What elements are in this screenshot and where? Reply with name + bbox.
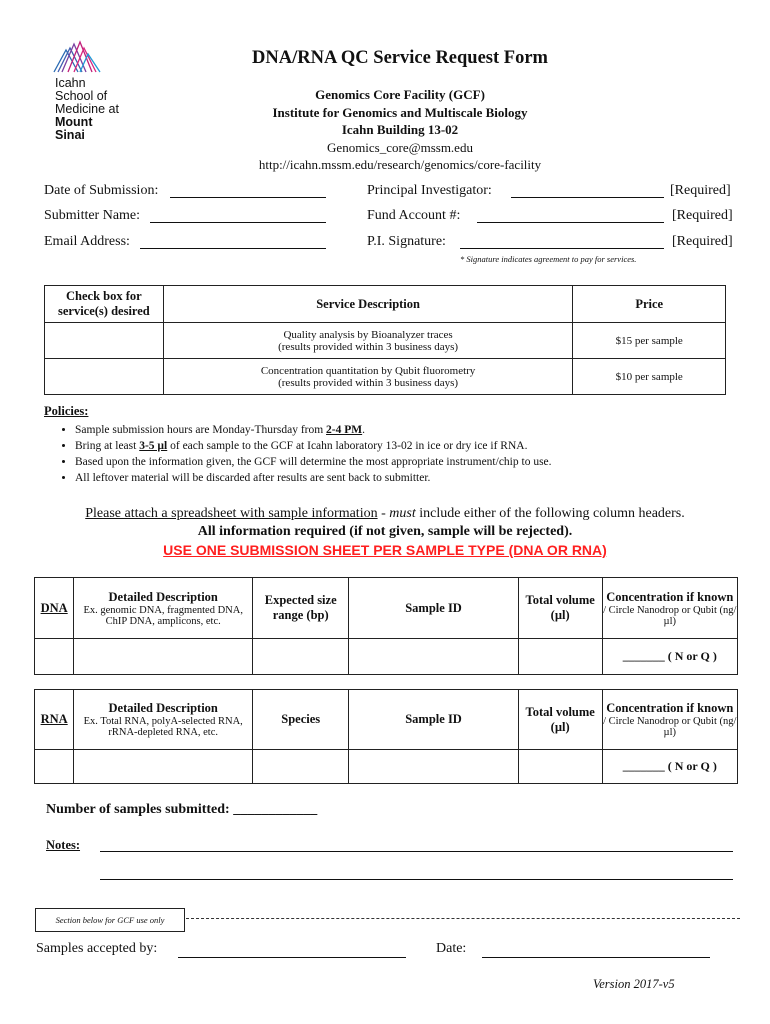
policy-text: Bring at least (75, 440, 140, 452)
dna-cell[interactable] (35, 639, 74, 675)
fund-account-field[interactable] (477, 222, 664, 223)
policy-text: Sample submission hours are Monday-Thursday from (75, 424, 327, 436)
required-tag: [Required] (670, 183, 731, 198)
table-row (45, 323, 726, 359)
samples-accepted-by-label: Samples accepted by: (36, 941, 158, 956)
rna-cell[interactable] (35, 750, 74, 784)
one-sheet-warning: USE ONE SUBMISSION SHEET PER SAMPLE TYPE (DNA OR RNA) (163, 542, 607, 558)
logo-line: School of (55, 89, 108, 103)
required-notice: All information required (if not given, sample will be rejected). (197, 524, 573, 539)
table-row (45, 359, 726, 395)
list-item: • All leftover material will be discarded after results are sent back to submitter. (75, 470, 735, 486)
sample-id-header: Sample ID (349, 690, 519, 750)
service-description-header: Service Description (163, 286, 573, 323)
detailed-description-header (74, 578, 253, 639)
principal-investigator-field[interactable] (511, 197, 664, 198)
institute-name: Institute for Genomics and Multiscale Biology (272, 104, 528, 120)
concentration-note: / Circle Nanodrop or Qubit (ng/µl) (603, 604, 737, 627)
rna-cell[interactable] (518, 750, 602, 784)
facility-header (0, 86, 770, 174)
fund-account-label: Fund Account #: (367, 208, 461, 223)
rna-table (34, 689, 738, 784)
service-table-header (45, 286, 726, 323)
pi-signature-field[interactable] (460, 248, 664, 249)
rna-cell[interactable] (74, 750, 253, 784)
rna-type-label: RNA (35, 690, 74, 750)
notes-line[interactable] (100, 851, 733, 852)
n-or-q-field[interactable]: _______ ( N or Q ) (602, 750, 737, 784)
email-address-field[interactable] (140, 248, 326, 249)
submitter-name-label: Submitter Name: (44, 208, 141, 223)
attach-underlined: Please attach a spreadsheet with sample information (85, 506, 378, 521)
concentration-note: / Circle Nanodrop or Qubit (ng/µl) (603, 716, 737, 738)
service-table (44, 285, 726, 395)
check-box-header: Check box for service(s) desired (45, 286, 164, 323)
service-price: $15 per sample (573, 323, 726, 359)
rna-cell[interactable] (253, 750, 349, 784)
policies-list (44, 422, 735, 486)
list-item (75, 438, 735, 454)
date-of-submission-label: Date of Submission: (44, 183, 159, 198)
submitter-name-field[interactable] (150, 222, 326, 223)
concentration-header (602, 690, 737, 750)
detailed-description-example: Ex. genomic DNA, fragmented DNA, ChIP DNA, amplicons, etc. (83, 604, 243, 627)
facility-email: Genomics_core@mssm.edu (327, 139, 473, 155)
service-checkbox[interactable] (45, 323, 164, 359)
price-header: Price (573, 286, 726, 323)
service-description-line: (results provided within 3 business days) (278, 340, 459, 353)
email-address-label: Email Address: (44, 234, 130, 249)
gcf-divider (186, 918, 740, 919)
service-description (163, 359, 573, 395)
table-row (35, 639, 738, 675)
required-tag: [Required] (672, 234, 733, 249)
attach-post: include either of the following column headers. (415, 506, 685, 521)
signature-note: * Signature indicates agreement to pay for services. (460, 254, 637, 264)
concentration-header (602, 578, 737, 639)
list-item: • Based upon the information given, the GCF will determine the most appropriate instrument/chip to use. (75, 454, 735, 470)
dna-cell[interactable] (518, 639, 602, 675)
principal-investigator-label: Principal Investigator: (367, 183, 492, 198)
detailed-description-title: Detailed Description (108, 589, 218, 604)
notes-label: Notes: (46, 838, 81, 852)
dna-table (34, 577, 738, 675)
dna-type-label: DNA (35, 578, 74, 639)
service-description-line: Quality analysis by Bioanalyzer traces (283, 328, 453, 341)
version-label: Version 2017-v5 (593, 977, 675, 991)
detailed-description-title: Detailed Description (108, 701, 218, 715)
species-header: Species (253, 690, 349, 750)
rna-header-row (35, 690, 738, 750)
samples-accepted-by-field[interactable] (178, 957, 406, 958)
gcf-date-field[interactable] (482, 957, 710, 958)
list-item (75, 422, 735, 438)
number-of-samples-field[interactable]: Number of samples submitted: ____________ (46, 802, 318, 817)
service-checkbox[interactable] (45, 359, 164, 395)
required-tag: [Required] (672, 208, 733, 223)
facility-url: http://icahn.mssm.edu/research/genomics/core-facility (258, 157, 542, 172)
policies-title: Policies: (44, 404, 89, 418)
dna-cell[interactable] (74, 639, 253, 675)
logo-line: Medicine at (55, 102, 119, 116)
dna-header-row (35, 578, 738, 639)
pi-signature-label: P.I. Signature: (367, 234, 446, 249)
concentration-title: Concentration if known (606, 701, 734, 715)
gcf-date-label: Date: (436, 941, 467, 956)
service-description-line: Concentration quantitation by Qubit fluorometry (260, 364, 476, 377)
sample-id-header: Sample ID (349, 578, 519, 639)
logo-line: Sinai (55, 128, 85, 142)
service-price: $10 per sample (573, 359, 726, 395)
building-name: Icahn Building 13-02 (341, 122, 459, 137)
detailed-description-header (74, 690, 253, 750)
logo-line: Mount (55, 115, 93, 129)
total-volume-header: Total volume (µl) (518, 690, 602, 750)
total-volume-header: Total volume (µl) (518, 578, 602, 639)
attach-must: must (389, 506, 416, 521)
table-row (35, 750, 738, 784)
dna-cell[interactable] (253, 639, 349, 675)
service-description (163, 323, 573, 359)
dna-cell[interactable] (349, 639, 519, 675)
date-of-submission-field[interactable] (170, 197, 326, 198)
attach-dash: - (377, 506, 390, 521)
page-title: DNA/RNA QC Service Request Form (252, 48, 548, 68)
n-or-q-field[interactable]: _______ ( N or Q ) (602, 639, 737, 675)
logo-line: Icahn (55, 76, 86, 90)
notes-line[interactable] (100, 879, 733, 880)
gcf-use-only-box: Section below for GCF use only (35, 908, 185, 932)
rna-cell[interactable] (349, 750, 519, 784)
attach-instruction (0, 506, 770, 522)
service-description-line: (results provided within 3 business days) (278, 376, 459, 389)
expected-size-header: Expected size range (bp) (253, 578, 349, 639)
policy-emphasis: 3-5 µl (139, 440, 168, 452)
facility-name: Genomics Core Facility (GCF) (315, 87, 485, 102)
policy-text: of each sample to the GCF at Icahn laboratory 13-02 in ice or dry ice if RNA. (167, 440, 528, 452)
detailed-description-example: Ex. Total RNA, polyA-selected RNA, rRNA-depleted RNA, etc. (83, 716, 243, 738)
policy-text: . (362, 424, 366, 436)
concentration-title: Concentration if known (606, 589, 734, 604)
policy-emphasis: 2-4 PM (326, 424, 363, 436)
